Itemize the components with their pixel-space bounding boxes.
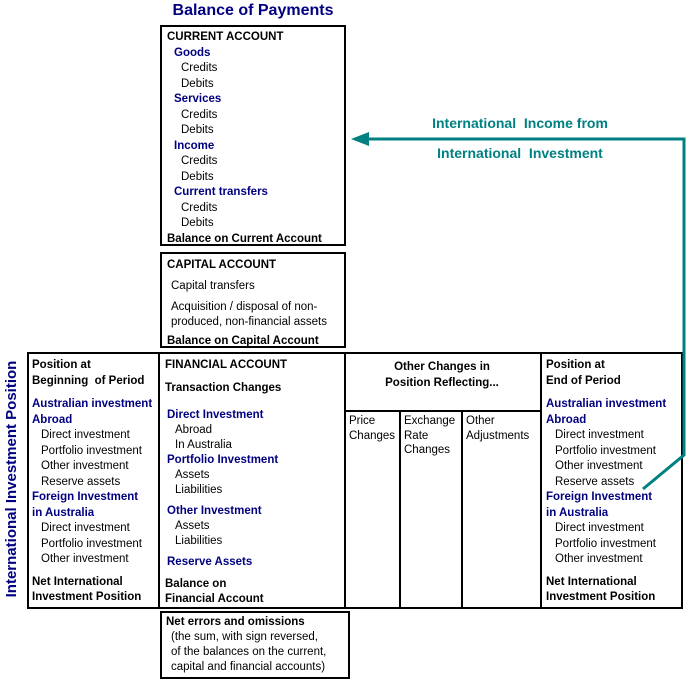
end-portfolio-investment-item: Portfolio investment <box>555 537 656 550</box>
begin-portfolio-investment-item: Portfolio investment <box>41 444 142 457</box>
financial-account-heading: FINANCIAL ACCOUNT <box>165 359 288 371</box>
international-investment-position-side-label: International Investment Position <box>3 360 20 598</box>
balance-capital-account-label: Balance on Capital Account <box>167 335 319 347</box>
other-changes-heading-line2: Position Reflecting... <box>385 376 499 389</box>
financial-account-column <box>165 358 343 607</box>
income-arrow-head-icon <box>351 132 369 146</box>
end-other-investment-item: Other investment <box>555 553 643 565</box>
end-direct-investment-item: Direct investment <box>555 522 644 534</box>
begin-in-australia-label: in Australia <box>32 506 95 519</box>
net-errors-note-line2: of the balances on the current, <box>171 646 327 658</box>
begin-other-investment-item: Other investment <box>41 553 129 565</box>
income-arrow-label-line2: International Investment <box>437 145 603 161</box>
begin-reserve-assets-item: Reserve assets <box>41 475 121 488</box>
fin-assets-item: Assets <box>175 520 210 532</box>
income-credits: Credits <box>181 155 218 167</box>
begin-other-investment-item: Other investment <box>41 460 129 472</box>
end-abroad-label: Abroad <box>546 413 587 426</box>
begin-foreign-investment-label: Foreign Investment <box>32 491 139 503</box>
exchange-rate-changes-column-label: Exchange Rate Changes <box>404 415 456 456</box>
position-beginning-column <box>32 358 158 606</box>
goods-debits: Debits <box>181 77 214 90</box>
services-label: Services <box>174 93 222 105</box>
income-debits: Debits <box>181 170 214 183</box>
fin-other-investment-label: Other Investment <box>167 505 262 517</box>
income-arrow-label-line1: International Income from <box>432 115 608 131</box>
end-in-australia-label: in Australia <box>546 506 609 519</box>
fin-direct-investment-label: Direct Investment <box>167 409 264 421</box>
current-transfers-label: Current transfers <box>174 186 268 198</box>
net-errors-heading: Net errors and omissions <box>166 616 305 628</box>
net-errors-note-line3: capital and financial accounts) <box>171 661 326 673</box>
begin-abroad-label: Abroad <box>32 413 73 426</box>
end-net-iip-line2: Investment Position <box>546 591 656 603</box>
end-heading-line2: End of Period <box>546 374 621 387</box>
end-other-investment-item: Other investment <box>555 460 643 472</box>
capital-account-box <box>160 252 346 348</box>
begin-direct-investment-item: Direct investment <box>41 429 130 441</box>
fin-portfolio-investment-label: Portfolio Investment <box>167 454 279 466</box>
other-changes-heading-line1: Other Changes in <box>394 361 490 373</box>
fin-liabilities-item: Liabilities <box>175 484 223 496</box>
end-direct-investment-item: Direct investment <box>555 429 644 441</box>
net-errors-note-line1: (the sum, with sign reversed, <box>171 631 319 643</box>
current-account-heading: CURRENT ACCOUNT <box>167 31 284 43</box>
balance-financial-line1: Balance on <box>165 578 227 590</box>
goods-label: Goods <box>174 46 211 59</box>
net-errors-box <box>160 611 350 679</box>
price-changes-column-label: Price Changes <box>349 415 396 442</box>
acquisition-item-line1: Acquisition / disposal of non- <box>171 301 318 313</box>
position-end-column <box>546 358 680 606</box>
begin-direct-investment-item: Direct investment <box>41 522 130 534</box>
services-credits: Credits <box>181 108 218 121</box>
fin-abroad-item: Abroad <box>175 424 213 436</box>
balance-financial-line2: Financial Account <box>165 593 264 605</box>
current-transfers-debits: Debits <box>181 217 214 229</box>
transaction-changes-label: Transaction Changes <box>165 382 282 394</box>
end-heading-line1: Position at <box>546 359 605 371</box>
services-debits: Debits <box>181 124 214 136</box>
other-adjustments-column-label: Other Adjustments <box>466 415 530 442</box>
other-changes-heading <box>346 360 538 391</box>
end-foreign-investment-label: Foreign Investment <box>546 491 653 503</box>
begin-heading-line1: Position at <box>32 359 91 371</box>
end-net-iip-line1: Net International <box>546 575 637 588</box>
begin-portfolio-investment-item: Portfolio investment <box>41 537 142 550</box>
divider-price-exchange <box>399 410 401 609</box>
begin-australian-investment-label: Australian investment <box>32 398 153 410</box>
income-label: Income <box>174 139 215 152</box>
divider-other-end <box>540 352 542 609</box>
begin-net-iip-line1: Net International <box>32 575 123 588</box>
divider-other-changes-header <box>344 410 542 412</box>
divider-begin-financial <box>158 352 160 609</box>
fin-in-australia-item: In Australia <box>175 439 232 451</box>
current-account-box <box>160 25 346 246</box>
begin-net-iip-line2: Investment Position <box>32 591 142 603</box>
capital-account-heading: CAPITAL ACCOUNT <box>167 259 277 271</box>
acquisition-item-line2: produced, non-financial assets <box>171 316 327 328</box>
capital-transfers-item: Capital transfers <box>171 280 255 292</box>
fin-reserve-assets-label: Reserve Assets <box>167 556 253 568</box>
fin-liabilities-item: Liabilities <box>175 535 223 547</box>
current-transfers-credits: Credits <box>181 201 218 214</box>
goods-credits: Credits <box>181 62 218 74</box>
page-title: Balance of Payments <box>172 2 334 19</box>
end-portfolio-investment-item: Portfolio investment <box>555 444 656 457</box>
divider-exchange-adjustments <box>461 410 463 609</box>
balance-current-account-label: Balance on Current Account <box>167 232 322 245</box>
end-australian-investment-label: Australian investment <box>546 398 667 410</box>
begin-heading-line2: Beginning of Period <box>32 374 145 387</box>
fin-assets-item: Assets <box>175 469 210 481</box>
end-reserve-assets-item: Reserve assets <box>555 475 635 488</box>
